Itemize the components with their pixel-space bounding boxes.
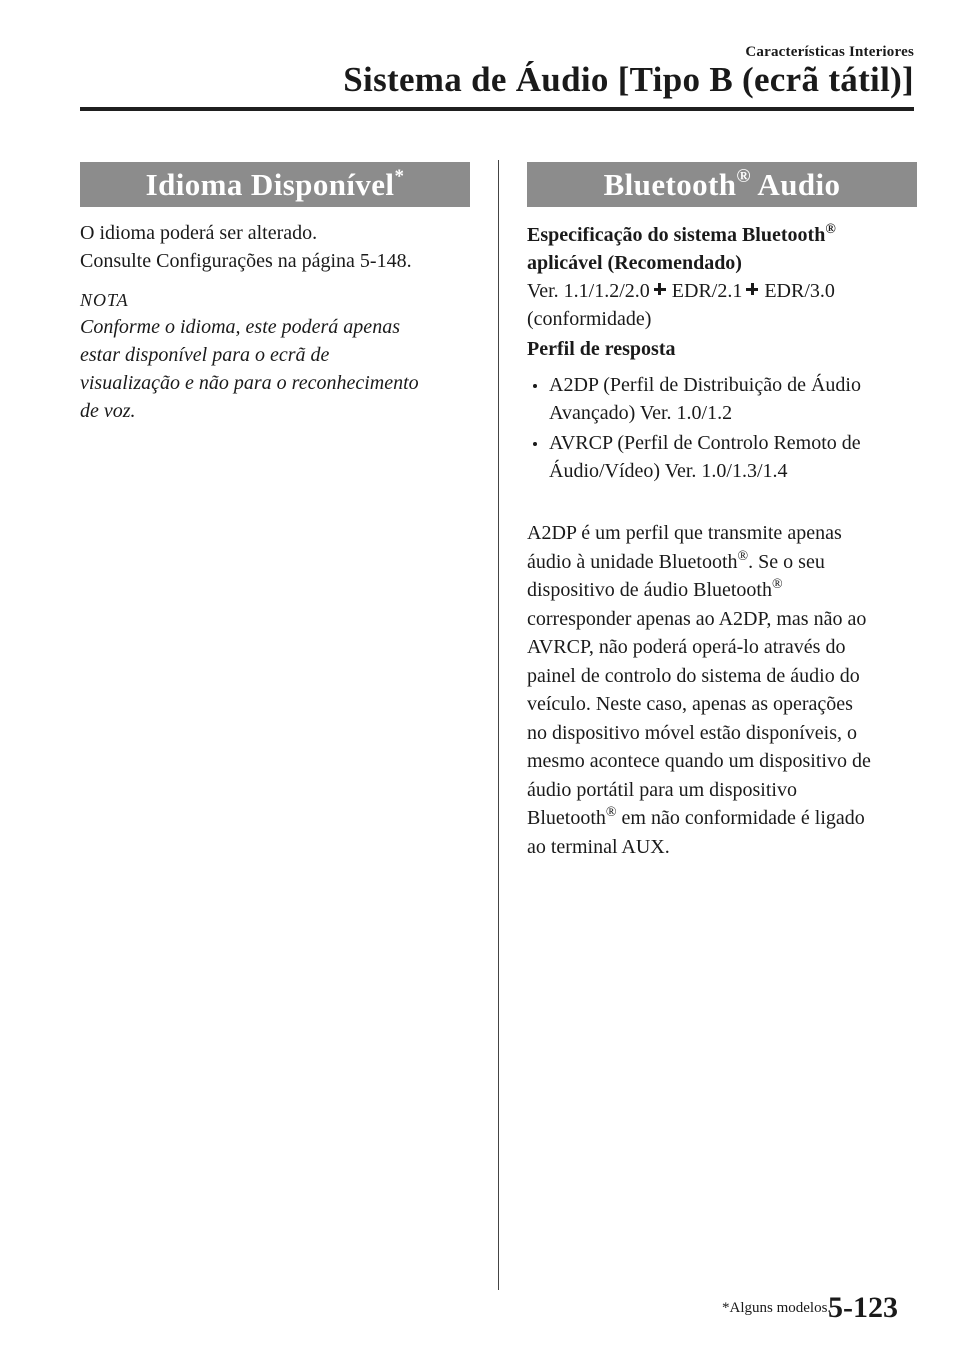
list-item-line: AVRCP (Perfil de Controlo Remoto de [549,432,861,454]
registered-mark: ® [772,577,783,592]
a2dp-paragraph [527,519,917,861]
note-line: visualização e não para o reconhecimento [80,372,419,394]
a2dp-line: corresponder apenas ao A2DP, mas não ao [527,607,867,630]
body-line: Consulte Configurações na página 5-148. [80,250,412,272]
list-item-line: Áudio/Vídeo) Ver. 1.0/1.3/1.4 [549,460,788,482]
note-line: estar disponível para o ecrã de [80,344,330,366]
bullet-icon [533,442,537,446]
banner-title-a: Bluetooth [603,167,737,202]
a2dp-line: mesmo acontece quando um dispositivo de [527,750,871,772]
a2dp-line: no dispositivo móvel estão disponíveis, o [527,721,857,744]
note-line: Conforme o idioma, este poderá apenas [80,316,400,338]
a2dp-line: ao terminal AUX. [527,835,670,858]
note-line: de voz. [80,400,136,422]
registered-mark: ® [605,805,617,820]
list-item [527,429,917,485]
list-item-line: A2DP (Perfil de Distribuição de Áudio [549,374,861,396]
version-text: EDR/2.1 [671,280,743,302]
banner-title: Idioma Disponível [145,167,395,202]
profile-heading: Perfil de resposta [527,338,676,360]
version-conformity: (conformidade) [527,308,652,330]
a2dp-line: . Se o seu [748,550,825,573]
right-column [527,162,917,861]
profile-list [527,371,917,485]
list-item-line: Avançado) Ver. 1.0/1.2 [549,402,733,424]
spec-heading [527,221,917,277]
note-body [80,313,470,425]
a2dp-line: AVRCP, não poderá operá-lo através do [527,636,846,658]
registered-mark: ® [825,222,836,237]
a2dp-line: dispositivo de áudio Bluetooth [527,579,772,601]
a2dp-line: em não conformidade é ligado [616,807,865,829]
banner-title-b: Audio [750,167,841,202]
section-banner-idioma [80,162,470,207]
idioma-body [80,219,470,275]
page-number: 5-123 [828,1291,898,1324]
footnote: *Alguns modelos. [722,1300,832,1316]
plus-icon [746,283,758,295]
a2dp-line: A2DP é um perfil que transmite apenas [527,522,842,544]
a2dp-line: Bluetooth [527,807,606,829]
left-column [80,162,470,425]
version-text: Ver. 1.1/1.2/2.0 [527,280,650,302]
registered-mark: ® [736,166,751,187]
body-line: O idioma poderá ser alterado. [80,222,318,244]
column-divider [498,160,499,1290]
version-line [527,277,917,305]
a2dp-line: painel de controlo do sistema de áudio do [527,664,860,687]
header-rule [80,107,914,111]
a2dp-line: áudio portátil para um dispositivo [527,778,797,801]
bullet-icon [533,384,537,388]
section-banner-bluetooth [527,162,917,207]
spec-heading-text: Especificação do sistema Bluetooth [527,224,826,246]
page-title: Sistema de Áudio [Tipo B (ecrã tátil)] [343,60,914,99]
asterisk-mark: * [394,166,405,187]
a2dp-line: veículo. Neste caso, apenas as operações [527,693,853,715]
plus-icon [654,283,666,295]
registered-mark: ® [737,548,749,564]
spec-heading-text-2: aplicável (Recomendado) [527,252,742,274]
list-item [527,371,917,427]
note-label: NOTA [80,290,129,310]
header-section: Características Interiores [745,44,914,60]
a2dp-line: áudio à unidade Bluetooth [527,550,738,573]
version-text: EDR/3.0 [764,280,835,302]
